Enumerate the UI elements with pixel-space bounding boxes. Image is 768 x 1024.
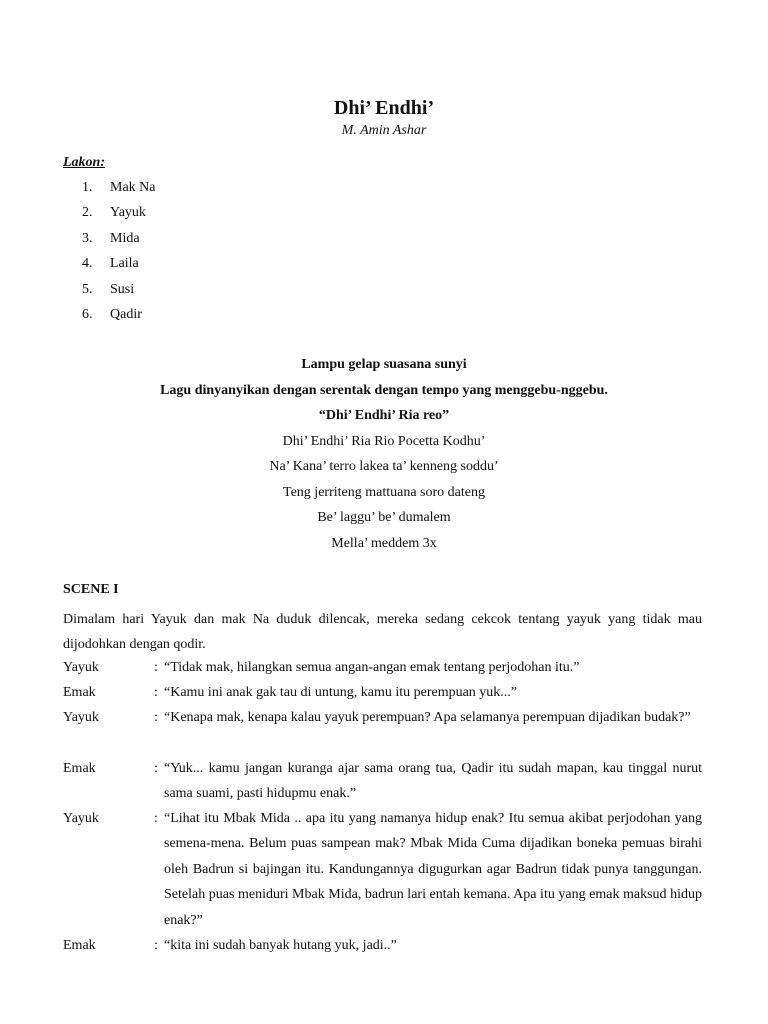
- cast-item: [82, 179, 156, 204]
- colon: :: [154, 660, 158, 675]
- cast-name: Yayuk: [110, 205, 146, 221]
- speaker-name: Emak: [63, 685, 96, 700]
- scene-title: SCENE I: [63, 582, 119, 597]
- dialogue-line: [63, 756, 702, 807]
- cast-name: Mida: [110, 230, 140, 246]
- cast-list: [82, 179, 156, 331]
- cast-number: 1.: [82, 180, 93, 195]
- document-title: Dhi’ Endhi’: [333, 97, 435, 119]
- cast-name: Susi: [110, 281, 135, 297]
- dialogue-line: [63, 680, 702, 705]
- dialogue-line: [63, 655, 702, 680]
- song-line: Na’ Kana’ terro lakea ta’ kenneng soddu’: [269, 459, 499, 474]
- speaker-name: Yayuk: [63, 660, 99, 675]
- colon: :: [154, 710, 158, 725]
- speaker-name: Emak: [63, 761, 96, 776]
- speech-text: “Tidak mak, hilangkan semua angan-angan emak tentang perjodohan itu.”: [164, 660, 580, 675]
- cast-heading: Lakon:: [63, 155, 105, 170]
- cast-item: [82, 306, 156, 331]
- colon: :: [154, 938, 158, 953]
- cast-item: [82, 204, 156, 229]
- document-author: M. Amin Ashar: [341, 123, 427, 138]
- speaker-name: Emak: [63, 938, 96, 953]
- speech-text: “Yuk... kamu jangan kuranga ajar sama orang tua, Qadir itu sudah mapan, kau tinggal nurut sama suami, pasti hidupmu enak.”: [164, 761, 702, 802]
- cast-number: 4.: [82, 256, 93, 272]
- song-line: Dhi’ Endhi’ Ria Rio Pocetta Kodhu’: [282, 433, 486, 449]
- dialogue-line: [63, 705, 702, 730]
- colon: :: [154, 685, 158, 700]
- song-title: “Dhi’ Endhi’ Ria reo”: [318, 408, 450, 423]
- speech-text: “Kenapa mak, kenapa kalau yayuk perempuan? Apa selamanya perempuan dijadikan budak?”: [164, 710, 691, 725]
- cast-name: Mak Na: [110, 180, 156, 195]
- speaker-name: Yayuk: [63, 811, 99, 826]
- speaker-name: Yayuk: [63, 710, 99, 725]
- stage-direction: Lagu dinyanyikan dengan serentak dengan tempo yang menggebu-nggebu.: [160, 382, 608, 398]
- song-line: Be’ laggu’ be’ dumalem: [317, 510, 451, 525]
- colon: :: [154, 811, 158, 826]
- scene-narration: Dimalam hari Yayuk dan mak Na duduk dilencak, mereka sedang cekcok tentang yayuk yang tidak mau dijodohkan dengan qodir.: [63, 612, 702, 653]
- colon: :: [154, 761, 158, 776]
- speech-text: “Kamu ini anak gak tau di untung, kamu itu perempuan yuk...”: [164, 685, 518, 700]
- cast-item: [82, 230, 156, 255]
- opening-block: [0, 356, 768, 560]
- dialogue-line: [63, 933, 702, 958]
- dialogue-line: [63, 806, 702, 933]
- song-line: Teng jerriteng mattuana soro dateng: [283, 484, 485, 500]
- stage-direction: Lampu gelap suasana sunyi: [301, 357, 467, 372]
- cast-number: 2.: [82, 205, 93, 221]
- cast-item: [82, 281, 156, 306]
- cast-number: 6.: [82, 306, 93, 322]
- song-line: Mella’ meddem 3x: [331, 535, 437, 551]
- cast-name: Laila: [110, 256, 139, 272]
- cast-item: [82, 255, 156, 280]
- cast-number: 3.: [82, 230, 93, 246]
- cast-name: Qadir: [110, 306, 142, 322]
- cast-number: 5.: [82, 281, 93, 297]
- speech-text: “Lihat itu Mbak Mida .. apa itu yang namanya hidup enak? Itu semua akibat perjodohan yang semena-mena. Belum puas sampean mak? Mbak Mida Cuma dijadikan boneka pemuas birahi oleh Badrun si bajingan itu. Kandungannya digugurkan agar Badrun tidak punya tanggungan. Setelah puas meniduri Mbak Mida, badrun lari entah kemana. Apa itu yang emak maksud hidup enak?”: [164, 811, 702, 928]
- speech-text: “kita ini sudah banyak hutang yuk, jadi..”: [164, 938, 397, 953]
